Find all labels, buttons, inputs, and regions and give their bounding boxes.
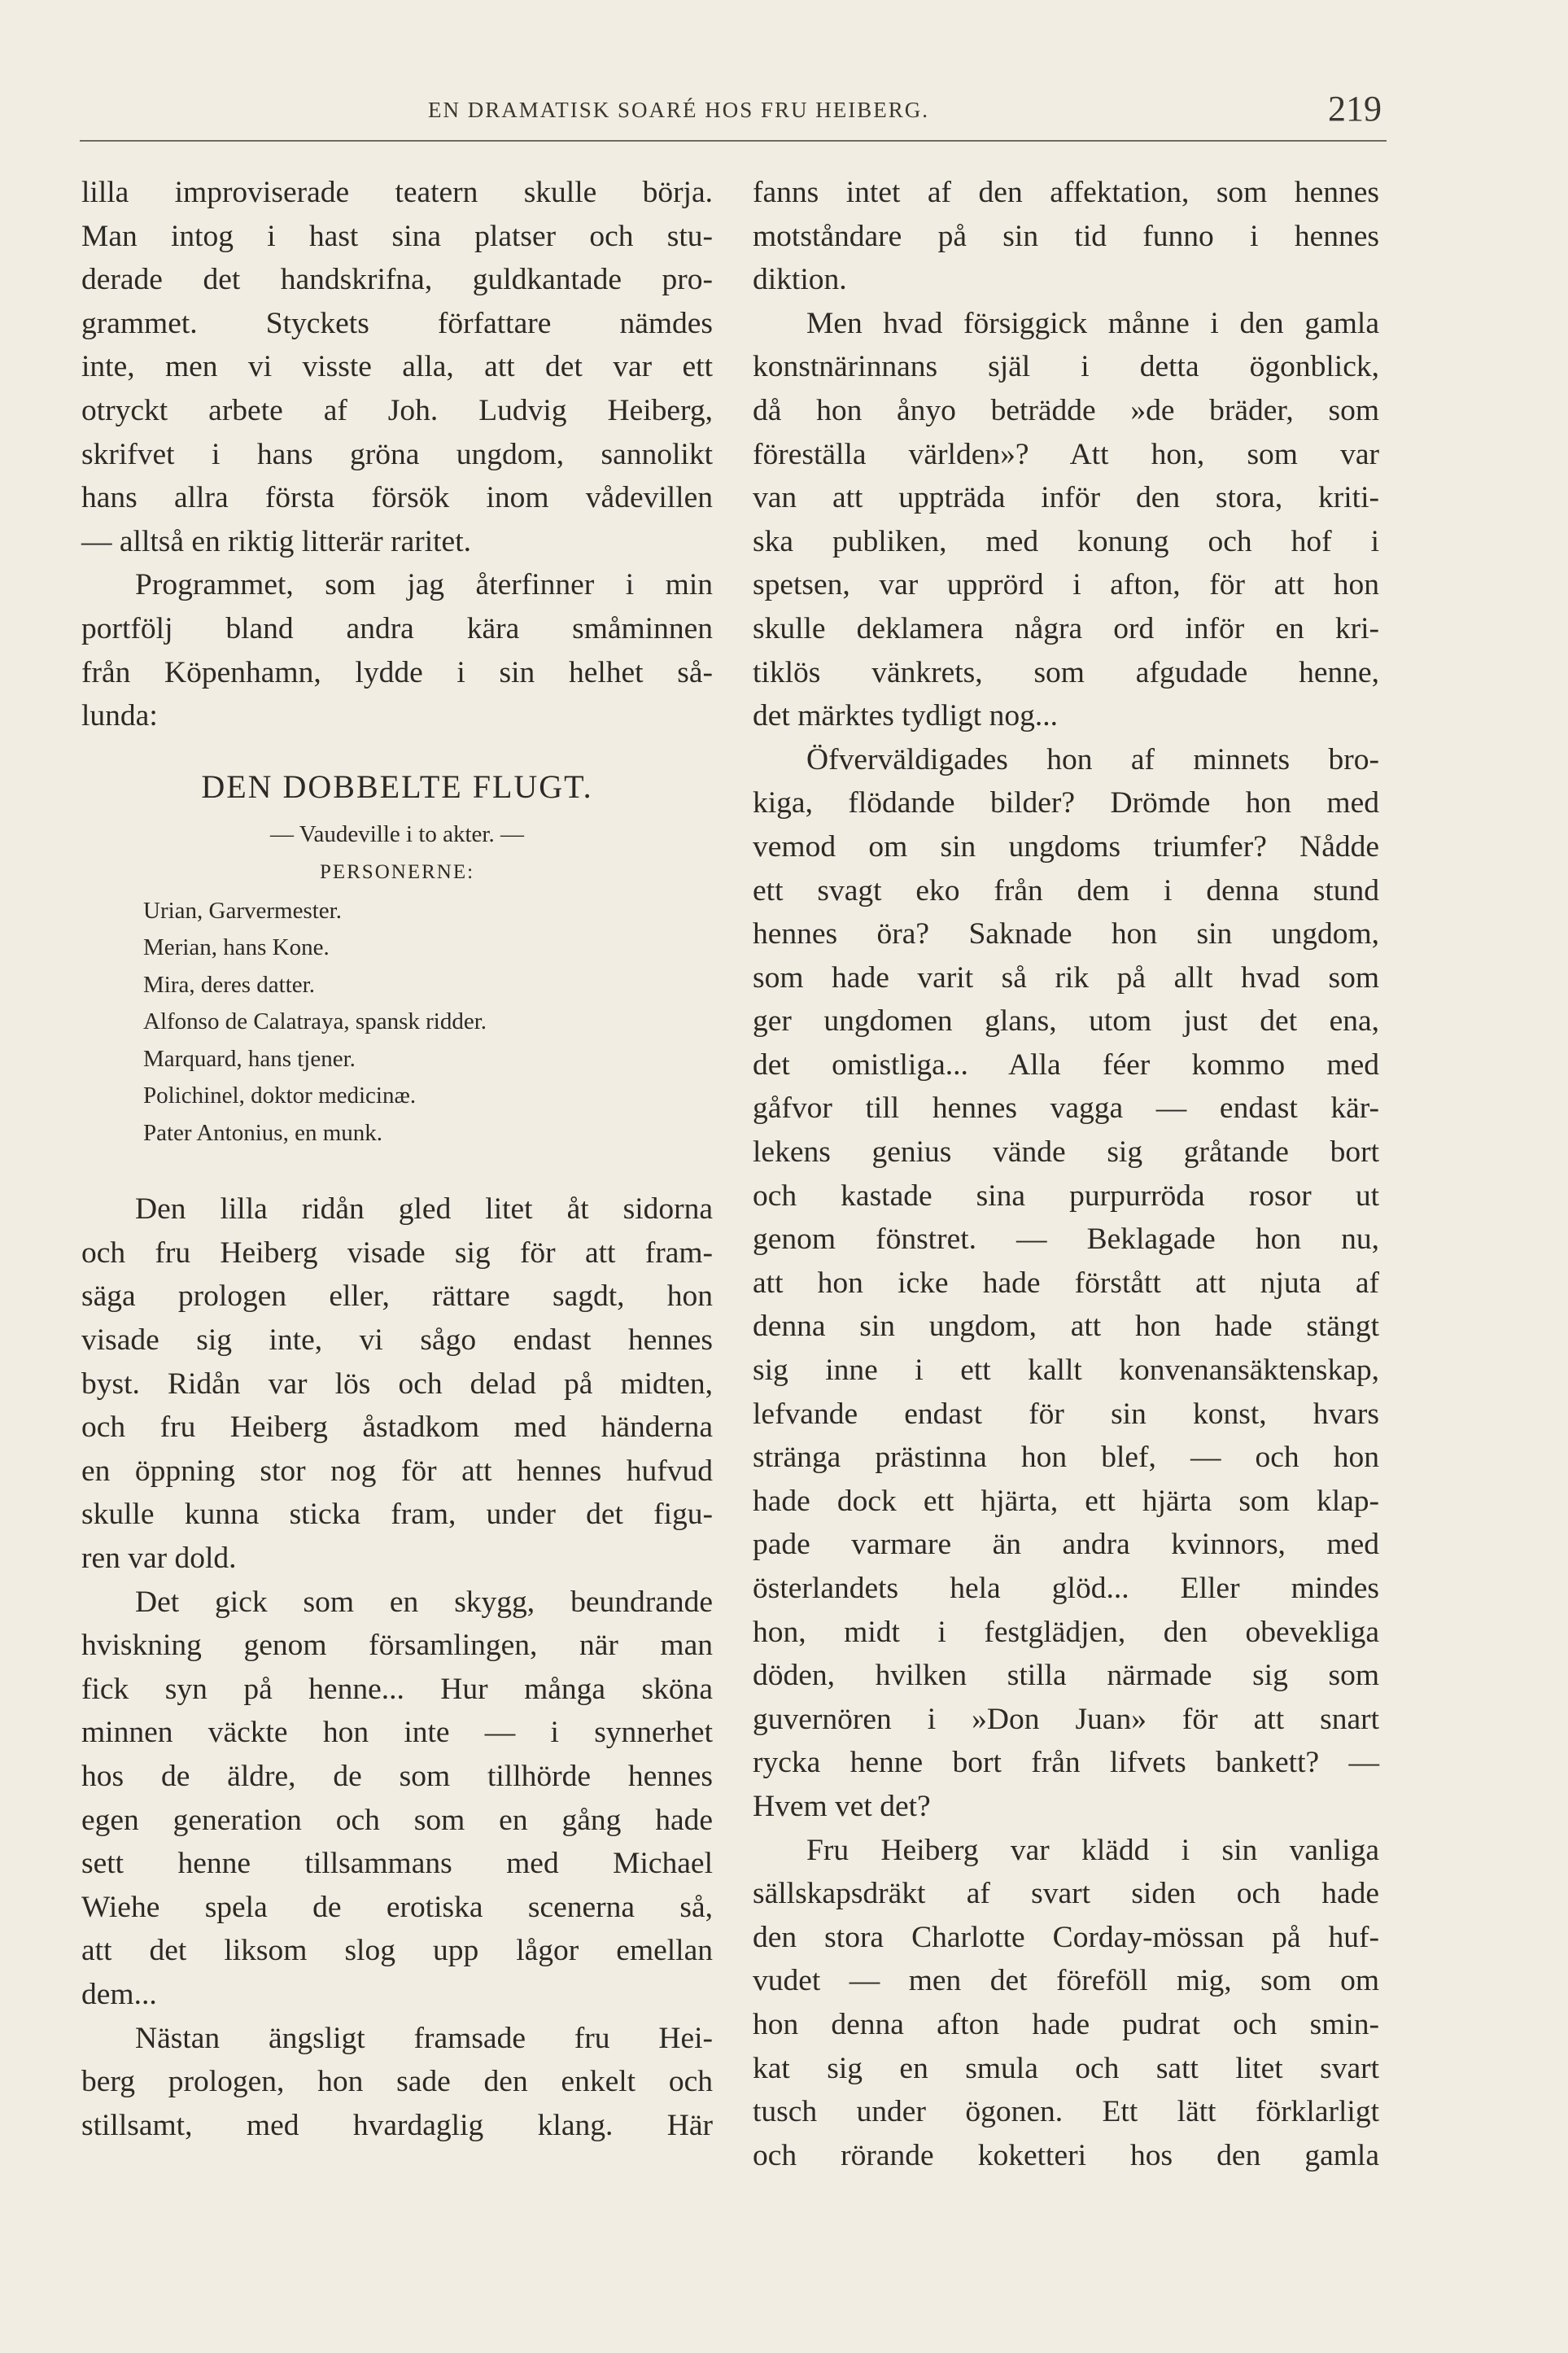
text-line: att det liksom slog upp lågor emellan (81, 1934, 713, 1968)
text-line: en öppning stor nog för att hennes hufvud (81, 1454, 713, 1488)
text-line: att hon icke hade förstått att njuta af (753, 1266, 1379, 1300)
text-line: minnen väckte hon inte — i synnerhet (81, 1716, 713, 1750)
text-line: motståndare på sin tid funno i hennes (753, 219, 1379, 253)
text-line: pade varmare än andra kvinnors, med (753, 1528, 1379, 1562)
text-line: Men hvad försiggick månne i den gamla (806, 306, 1379, 340)
cast-item: Mira, deres datter. (143, 971, 315, 998)
text-line: lekens genius vände sig gråtande bort (753, 1135, 1379, 1170)
cast-item: Alfonso de Calatraya, spansk ridder. (143, 1008, 487, 1035)
text-line: egen generation och som en gång hade (81, 1803, 713, 1837)
text-line: ren var dold. (81, 1541, 237, 1575)
text-line: ett svagt eko från dem i denna stund (753, 873, 1379, 908)
text-line: sett henne tillsammans med Michael (81, 1847, 713, 1881)
text-line: kat sig en smula och satt litet svart (753, 2051, 1379, 2085)
text-line: Man intog i hast sina platser och stu- (81, 219, 713, 253)
cast-list (81, 893, 713, 1152)
persons-heading: PERSONERNE: (319, 860, 475, 883)
text-line: Öfverväldigades hon af minnets bro- (806, 742, 1379, 776)
text-line: döden, hvilken stilla närmade sig som (753, 1659, 1379, 1693)
text-line: van att uppträda inför den stora, kriti- (753, 481, 1379, 515)
text-line: ska publiken, med konung och hof i (753, 524, 1379, 558)
text-line: hon, midt i festglädjen, den obevekliga (753, 1615, 1379, 1649)
text-line: Det gick som en skygg, beundrande (135, 1585, 713, 1619)
text-line: och rörande koketteri hos den gamla (753, 2138, 1379, 2172)
paragraph (753, 738, 1379, 1829)
text-line: Den lilla ridån gled litet åt sidorna (135, 1192, 713, 1227)
text-line: lunda: (81, 699, 158, 733)
paragraph (81, 2017, 713, 2148)
text-line: österlandets hela glöd... Eller mindes (753, 1572, 1379, 1605)
paragraph (81, 171, 713, 563)
cast-item: Merian, hans Kone. (143, 934, 330, 961)
text-line: och fru Heiberg visade sig för att fram- (81, 1236, 713, 1270)
text-line: — alltså en riktig litterär raritet. (81, 524, 471, 558)
play-title: DEN DOBBELTE FLUGT. (201, 768, 593, 805)
text-line: genom fönstret. — Beklagade hon nu, (753, 1222, 1379, 1257)
cast-item: Pater Antonius, en munk. (143, 1119, 383, 1146)
paragraph (81, 1187, 713, 1580)
text-line: skrifvet i hans gröna ungdom, sannolikt (81, 437, 713, 471)
text-line: rycka henne bort från lifvets bankett? — (753, 1746, 1379, 1780)
cast-item: Polichinel, doktor medicinæ. (143, 1082, 417, 1109)
page-number: 219 (1328, 89, 1382, 129)
cast-item: Marquard, hans tjener. (143, 1045, 356, 1072)
text-line: lilla improviserade teatern skulle börja. (81, 176, 713, 209)
text-line: inte, men vi visste alla, att det var ett (81, 350, 713, 384)
text-line: skulle kunna sticka fram, under det figu- (81, 1498, 713, 1532)
text-line: det märktes tydligt nog... (753, 699, 1058, 733)
text-line: hennes öra? Saknade hon sin ungdom, (753, 917, 1379, 951)
text-line: berg prologen, hon sade den enkelt och (81, 2065, 713, 2099)
text-line: grammet. Styckets författare nämdes (81, 306, 713, 340)
text-line: Hvem vet det? (753, 1789, 931, 1823)
text-line: lefvande endast för sin konst, hvars (753, 1397, 1379, 1431)
text-line: hans allra första försök inom vådevillen (81, 481, 713, 515)
text-line: Programmet, som jag återfinner i min (135, 568, 713, 602)
text-line: Wiehe spela de erotiska scenerna så, (81, 1890, 713, 1924)
text-line: det omistliga... Alla féer kommo med (753, 1047, 1379, 1082)
text-line: den stora Charlotte Corday-mössan på huf- (753, 1920, 1379, 1954)
text-line: skulle deklamera några ord inför en kri- (753, 611, 1379, 645)
text-line: gåfvor till hennes vagga — endast kär- (753, 1091, 1379, 1126)
text-line: hon denna afton hade pudrat och smin- (753, 2007, 1379, 2041)
paragraph (753, 1829, 1379, 2178)
text-line: derade det handskrifna, guldkantade pro- (81, 263, 713, 297)
text-line: denna sin ungdom, att hon hade stängt (753, 1310, 1379, 1344)
paragraph (81, 563, 713, 737)
text-line: då hon ånyo beträdde »de bräder, som (753, 393, 1379, 427)
text-line: fick syn på henne... Hur många sköna (81, 1672, 713, 1706)
text-line: som hade varit så rik på allt hvad som (753, 960, 1379, 995)
text-line: byst. Ridån var lös och delad på midten, (81, 1367, 713, 1401)
text-line: dem... (81, 1977, 157, 2011)
paragraph (753, 302, 1379, 738)
text-line: hviskning genom församlingen, när man (81, 1629, 713, 1663)
text-line: vemod om sin ungdoms triumfer? Nådde (753, 829, 1379, 864)
text-line: guvernören i »Don Juan» för att snart (753, 1702, 1379, 1736)
running-title: EN DRAMATISK SOARÉ HOS FRU HEIBERG. (428, 98, 930, 122)
page-header (80, 91, 1387, 142)
text-line: hos de äldre, de som tillhörde hennes (81, 1759, 713, 1793)
text-line: stränga prästinna hon blef, — och hon (753, 1441, 1379, 1475)
text-line: sällskapsdräkt af svart siden och hade (753, 1877, 1379, 1911)
text-line: tusch under ögonen. Ett lätt förklarligt (753, 2095, 1379, 2129)
text-line: portfölj bland andra kära småminnen (81, 611, 713, 645)
playbill (81, 763, 713, 1152)
text-line: diktion. (753, 263, 847, 297)
text-line: säga prologen eller, rättare sagdt, hon (81, 1279, 713, 1314)
text-line: kiga, flödande bilder? Drömde hon med (753, 786, 1379, 820)
text-line: vudet — men det föreföll mig, som om (753, 1964, 1379, 1998)
text-line: föreställa världen»? Att hon, som var (753, 437, 1379, 471)
text-line: tiklös vänkrets, som afgudade henne, (753, 655, 1379, 689)
text-line: otryckt arbete af Joh. Ludvig Heiberg, (81, 393, 713, 427)
text-line: Nästan ängsligt framsade fru Hei- (135, 2021, 713, 2055)
text-line: ger ungdomen glans, utom just det ena, (753, 1004, 1379, 1039)
left-column (81, 171, 713, 2147)
text-line: visade sig inte, vi sågo endast hennes (81, 1323, 713, 1357)
paragraph (753, 171, 1379, 302)
right-column (753, 171, 1379, 2177)
text-line: fanns intet af den affektation, som hennes (753, 176, 1379, 209)
text-line: från Köpenhamn, lydde i sin helhet så- (81, 655, 713, 689)
cast-item: Urian, Garvermester. (143, 897, 342, 924)
text-line: stillsamt, med hvardaglig klang. Här (81, 2108, 713, 2142)
text-line: hade dock ett hjärta, ett hjärta som klap- (753, 1484, 1379, 1518)
text-line: och kastade sina purpurröda rosor ut (753, 1179, 1379, 1213)
text-line: sig inne i ett kallt konvenansäktenskap, (753, 1354, 1379, 1388)
play-subtitle: — Vaudeville i to akter. — (270, 820, 524, 847)
text-line: Fru Heiberg var klädd i sin vanliga (806, 1833, 1379, 1867)
text-line: konstnärinnans själ i detta ögonblick, (753, 350, 1379, 384)
text-line: spetsen, var upprörd i afton, för att hon (753, 568, 1379, 602)
paragraph (81, 1581, 713, 2017)
text-line: och fru Heiberg åstadkom med händerna (81, 1410, 713, 1445)
